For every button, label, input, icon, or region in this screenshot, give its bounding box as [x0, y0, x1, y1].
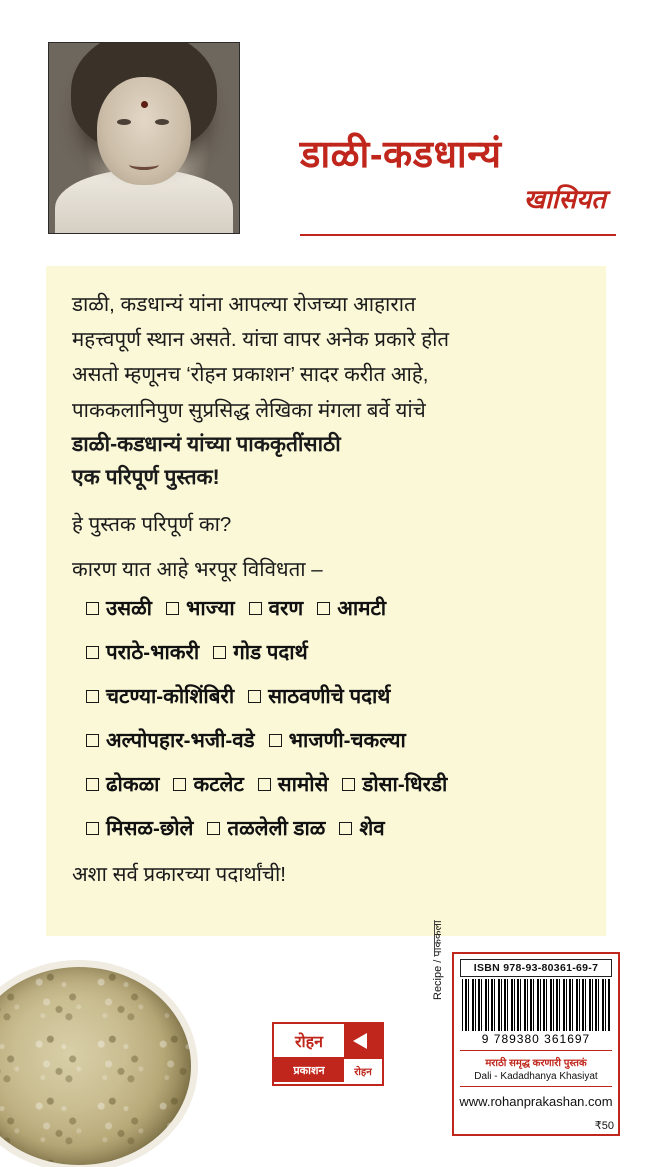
checkbox-icon — [86, 602, 99, 615]
checkbox-icon — [213, 646, 226, 659]
title-underline — [300, 234, 616, 236]
checkbox-icon — [207, 822, 220, 835]
checklist-row — [72, 638, 582, 666]
checklist-item — [249, 594, 304, 622]
checklist-item — [86, 770, 159, 798]
photo-bindi — [141, 101, 148, 108]
checklist-label: भाज्या — [185, 597, 235, 621]
isbn-number: ISBN 978-93-80361-69-7 — [460, 959, 612, 977]
blurb-line: असतो म्हणूनच ‘रोहन प्रकाशन’ सादर करीत आहे, — [72, 363, 429, 387]
cover-header — [0, 0, 650, 266]
checklist-item — [269, 726, 406, 754]
checkbox-icon — [249, 602, 262, 615]
checkbox-icon — [339, 822, 352, 835]
checklist-label: वरण — [268, 597, 304, 621]
checklist-item — [166, 594, 235, 622]
checklist-row — [72, 814, 582, 842]
checklist-label: डोसा-धिरडी — [362, 773, 448, 797]
checklist-label: साठवणीचे पदार्थ — [268, 685, 391, 709]
spine-category-label: Recipe / पाककला — [432, 920, 444, 1000]
book-title-roman: Dali - Kadadhanya Khasiyat — [474, 1071, 598, 1082]
checklist-item — [86, 814, 193, 842]
checklist-label: तळलेली डाळ — [227, 817, 326, 841]
publisher-mark-icon — [344, 1024, 382, 1057]
checklist-item — [86, 594, 152, 622]
checkbox-icon — [86, 690, 99, 703]
photo-mouth — [129, 159, 159, 170]
checkbox-icon — [86, 734, 99, 747]
checklist-label: ढोकळा — [106, 773, 160, 797]
checklist-label: पराठे-भाकरी — [106, 641, 200, 665]
checkbox-icon — [86, 646, 99, 659]
book-subtitle: खासियत — [523, 184, 606, 214]
checklist-label: सामोसे — [277, 773, 329, 797]
photo-eye-right — [155, 119, 169, 125]
publisher-name-top: रोहन — [294, 1033, 324, 1051]
checklist-label: आमटी — [337, 597, 387, 621]
checklist-item — [258, 770, 329, 798]
book-title: डाळी-कडधान्यं — [300, 134, 502, 176]
checklist-row — [72, 726, 582, 754]
checklist-item — [86, 726, 255, 754]
checkbox-icon — [173, 778, 186, 791]
checklist-row — [72, 594, 582, 622]
checkbox-icon — [269, 734, 282, 747]
blurb-highlight-line: एक परिपूर्ण पुस्तक! — [72, 466, 220, 490]
checkbox-icon — [166, 602, 179, 615]
checklist-row — [72, 682, 582, 710]
barcode-icon — [462, 979, 610, 1031]
blurb-line: डाळी, कडधान्यं यांना आपल्या रोजच्या आहारात — [72, 293, 416, 316]
checkbox-icon — [248, 690, 261, 703]
checklist-item — [213, 638, 307, 666]
checkbox-icon — [86, 778, 99, 791]
publisher-mark-label: रोहन — [344, 1059, 382, 1082]
publisher-website[interactable]: www.rohanprakashan.com — [459, 1094, 613, 1109]
checklist-item — [339, 814, 384, 842]
blurb-highlight-line: डाळी-कडधान्यं यांच्या पाककृतींसाठी — [72, 432, 341, 456]
checkbox-icon — [86, 822, 99, 835]
checklist-item — [173, 770, 243, 798]
divider — [460, 1086, 612, 1087]
checklist-item — [248, 682, 390, 710]
checklist-label: शेव — [359, 817, 385, 841]
blurb-closing: अशा सर्व प्रकारच्या पदार्थांची! — [72, 863, 286, 887]
category-checklist — [72, 594, 582, 842]
checklist-item — [342, 770, 447, 798]
blurb-reason: कारण यात आहे भरपूर विविधता – — [72, 558, 323, 582]
blurb-line: पाककलानिपुण सुप्रसिद्ध लेखिका मंगला बर्वे यांचे — [72, 398, 426, 422]
blurb-line: महत्त्वपूर्ण स्थान असते. यांचा वापर अनेक प्रकारे होत — [72, 328, 450, 352]
checklist-label: गोड पदार्थ — [233, 641, 308, 665]
publisher-tagline: मराठी समृद्ध करणारी पुस्तकं — [485, 1058, 587, 1069]
checkbox-icon — [258, 778, 271, 791]
blurb-panel — [46, 266, 606, 936]
checklist-label: अल्पोपहार-भजी-वडे — [106, 729, 255, 753]
checkbox-icon — [342, 778, 355, 791]
isbn-barcode-block — [452, 952, 620, 1136]
price-label: ₹50 — [594, 1120, 614, 1132]
barcode-number: 9 789380 361697 — [481, 1032, 591, 1046]
checklist-label: चटण्या-कोशिंबिरी — [106, 685, 235, 709]
checklist-item — [317, 594, 386, 622]
publisher-name-bottom: प्रकाशन — [274, 1059, 344, 1082]
checklist-row — [72, 770, 582, 798]
checklist-label: मिसळ-छोले — [106, 817, 194, 841]
book-title-block — [300, 136, 620, 216]
checklist-label: भाजणी-चकल्या — [288, 729, 406, 753]
checklist-item — [86, 638, 199, 666]
blurb-question: हे पुस्तक परिपूर्ण का? — [72, 512, 232, 536]
publisher-logo — [272, 1022, 384, 1086]
checklist-label: कटलेट — [193, 773, 244, 797]
divider — [460, 1050, 612, 1051]
checklist-item — [86, 682, 234, 710]
photo-eye-left — [117, 119, 131, 125]
author-photo — [48, 42, 240, 234]
checklist-item — [207, 814, 325, 842]
checkbox-icon — [317, 602, 330, 615]
checklist-label: उसळी — [106, 597, 152, 621]
